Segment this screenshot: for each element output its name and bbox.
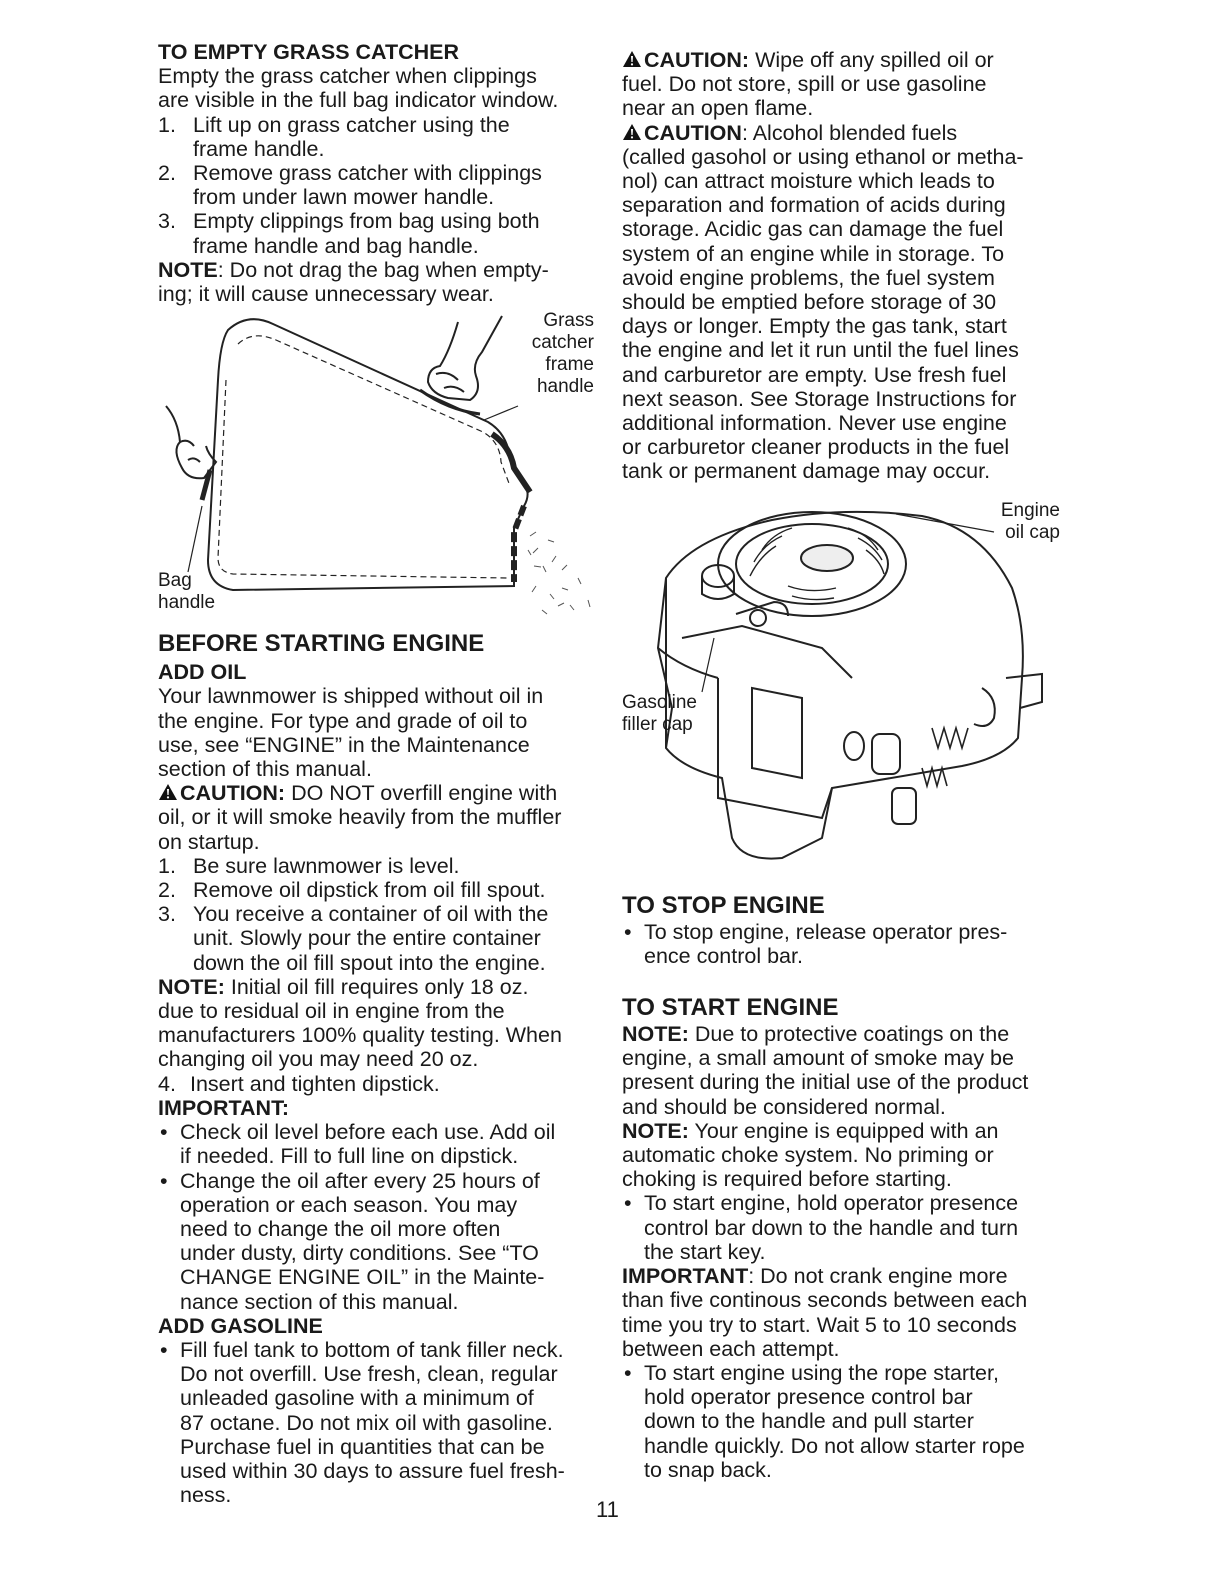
warning-icon (158, 783, 178, 801)
start-engine-list-2 (622, 1361, 1062, 1482)
start-engine-note-1: NOTE: Due to protective coatings on the engine, a small amount of smoke may be present during the initial use of the product and should be considered normal. (622, 1022, 1029, 1119)
empty-catcher-intro: Empty the grass catcher when clippings are visible in the full bag indicator window. (158, 64, 559, 113)
warning-icon (622, 50, 642, 68)
add-oil-intro: Your lawnmower is shipped without oil in the engine. For type and grade of oil to use, see “ENGINE” in the Maintenance section of this manual. (158, 684, 544, 782)
start-engine-title: TO START ENGINE (622, 994, 839, 1022)
add-gasoline-list (158, 1338, 598, 1507)
list-item: 4. Insert and tighten dipstick. (158, 1071, 440, 1096)
list-item: • Fill fuel tank to bottom of tank filler neck. Do not overfill. Use fresh, clean, regular unleaded gasoline with a minimum of 87 octane. Do not mix oil with gasoline. Purchase fuel in quantities that can be used within 30 days to assure fuel fresh- ness. (160, 1337, 565, 1508)
list-item: • Change the oil after every 25 hours of operation or each season. You may need to change the oil more often under dusty, dirty conditions. See “TO CHANGE ENGINE OIL” in the Mainte- nance section of this manual. (160, 1168, 545, 1314)
list-item: 1. Be sure lawnmower is level. (158, 853, 460, 878)
right-column (622, 48, 1062, 1482)
list-item: 3. You receive a container of oil with the unit. Slowly pour the entire container down the oil fill spout into the engine. (158, 902, 549, 975)
stop-engine-list (622, 920, 1062, 968)
before-starting-title: BEFORE STARTING ENGINE (158, 630, 485, 658)
start-engine-list-1 (622, 1191, 1062, 1264)
gasoline-filler-cap-label: Gasoline filler cap (622, 691, 697, 735)
fuel-caution: CAUTION: Wipe off any spilled oil or fuel. Do not store, spill or use gasoline near an open flame. (622, 48, 994, 121)
list-item: • Check oil level before each use. Add oil if needed. Fill to full line on dipstick. (160, 1120, 556, 1169)
page-number: 11 (596, 1497, 619, 1522)
grass-catcher-figure (158, 310, 598, 628)
engine-illustration (622, 498, 1062, 878)
start-engine-important: IMPORTANT: Do not crank engine more than five continous seconds between each time you try to start. Wait 5 to 10 seconds between each attempt. (622, 1264, 1028, 1361)
alcohol-fuel-caution: CAUTION: Alcohol blended fuels (called gasohol or using ethanol or metha- nol) can attract moisture which leads to separation and formation of acids during storage. Acidic gas can damage the fuel system of an engine while in storage. To avoid engine problems, the fuel system should be emptied before storage of 30 days or longer. Empty the gas tank, start the engine and let it run until the fuel lines and carburetor are empty. Use fresh fuel next season. See Storage Instructions for additional information. Never use engine or carburetor cleaner products in the fuel tank or permanent damage may occur. (622, 120, 1024, 484)
start-engine-note-2: NOTE: Your engine is equipped with an automatic choke system. No priming or choking is required before starting. (622, 1118, 999, 1192)
add-oil-caution: CAUTION: DO NOT overfill engine with oil, or it will smoke heavily from the muffler on startup. (158, 781, 562, 854)
list-item: 3. Empty clippings from bag using both frame handle and bag handle. (158, 209, 540, 258)
list-item: • To start engine using the rope starter, hold operator presence control bar down to the handle and pull starter handle quickly. Do not allow starter rope to snap back. (624, 1360, 1025, 1482)
important-label: IMPORTANT: (158, 1095, 289, 1120)
add-oil-note: NOTE: Initial oil fill requires only 18 oz. due to residual oil in engine from the manufacturers 100% quality testing. When changing oil you may need 20 oz. (158, 974, 562, 1072)
stop-engine-title: TO STOP ENGINE (622, 891, 825, 919)
empty-catcher-steps (158, 113, 598, 258)
warning-icon (622, 123, 642, 141)
important-list (158, 1120, 598, 1314)
bag-handle-label: Bag handle (158, 570, 216, 614)
list-item: 1. Lift up on grass catcher using the frame handle. (158, 112, 510, 161)
engine-figure (622, 498, 1062, 878)
add-oil-steps (158, 854, 598, 975)
add-oil-step-4 (158, 1072, 598, 1096)
list-item: • To stop engine, release operator pres- ence control bar. (624, 919, 1008, 968)
empty-catcher-note: NOTE: Do not drag the bag when empty- ing; it will cause unnecessary wear. (158, 257, 549, 307)
add-gasoline-title: ADD GASOLINE (158, 1313, 323, 1338)
grass-catcher-frame-handle-label: Grass catcher frame handle (531, 310, 594, 398)
list-item: 2. Remove grass catcher with clippings from under lawn mower handle. (158, 161, 542, 210)
list-item: • To start engine, hold operator presence control bar down to the handle and turn the start key. (624, 1191, 1019, 1264)
engine-oil-cap-label: Engine oil cap (1000, 499, 1060, 543)
empty-catcher-title: TO EMPTY GRASS CATCHER (158, 40, 460, 64)
list-item: 2. Remove oil dipstick from oil fill spout. (158, 878, 546, 903)
add-oil-title: ADD OIL (158, 660, 247, 685)
left-column (158, 40, 598, 1507)
